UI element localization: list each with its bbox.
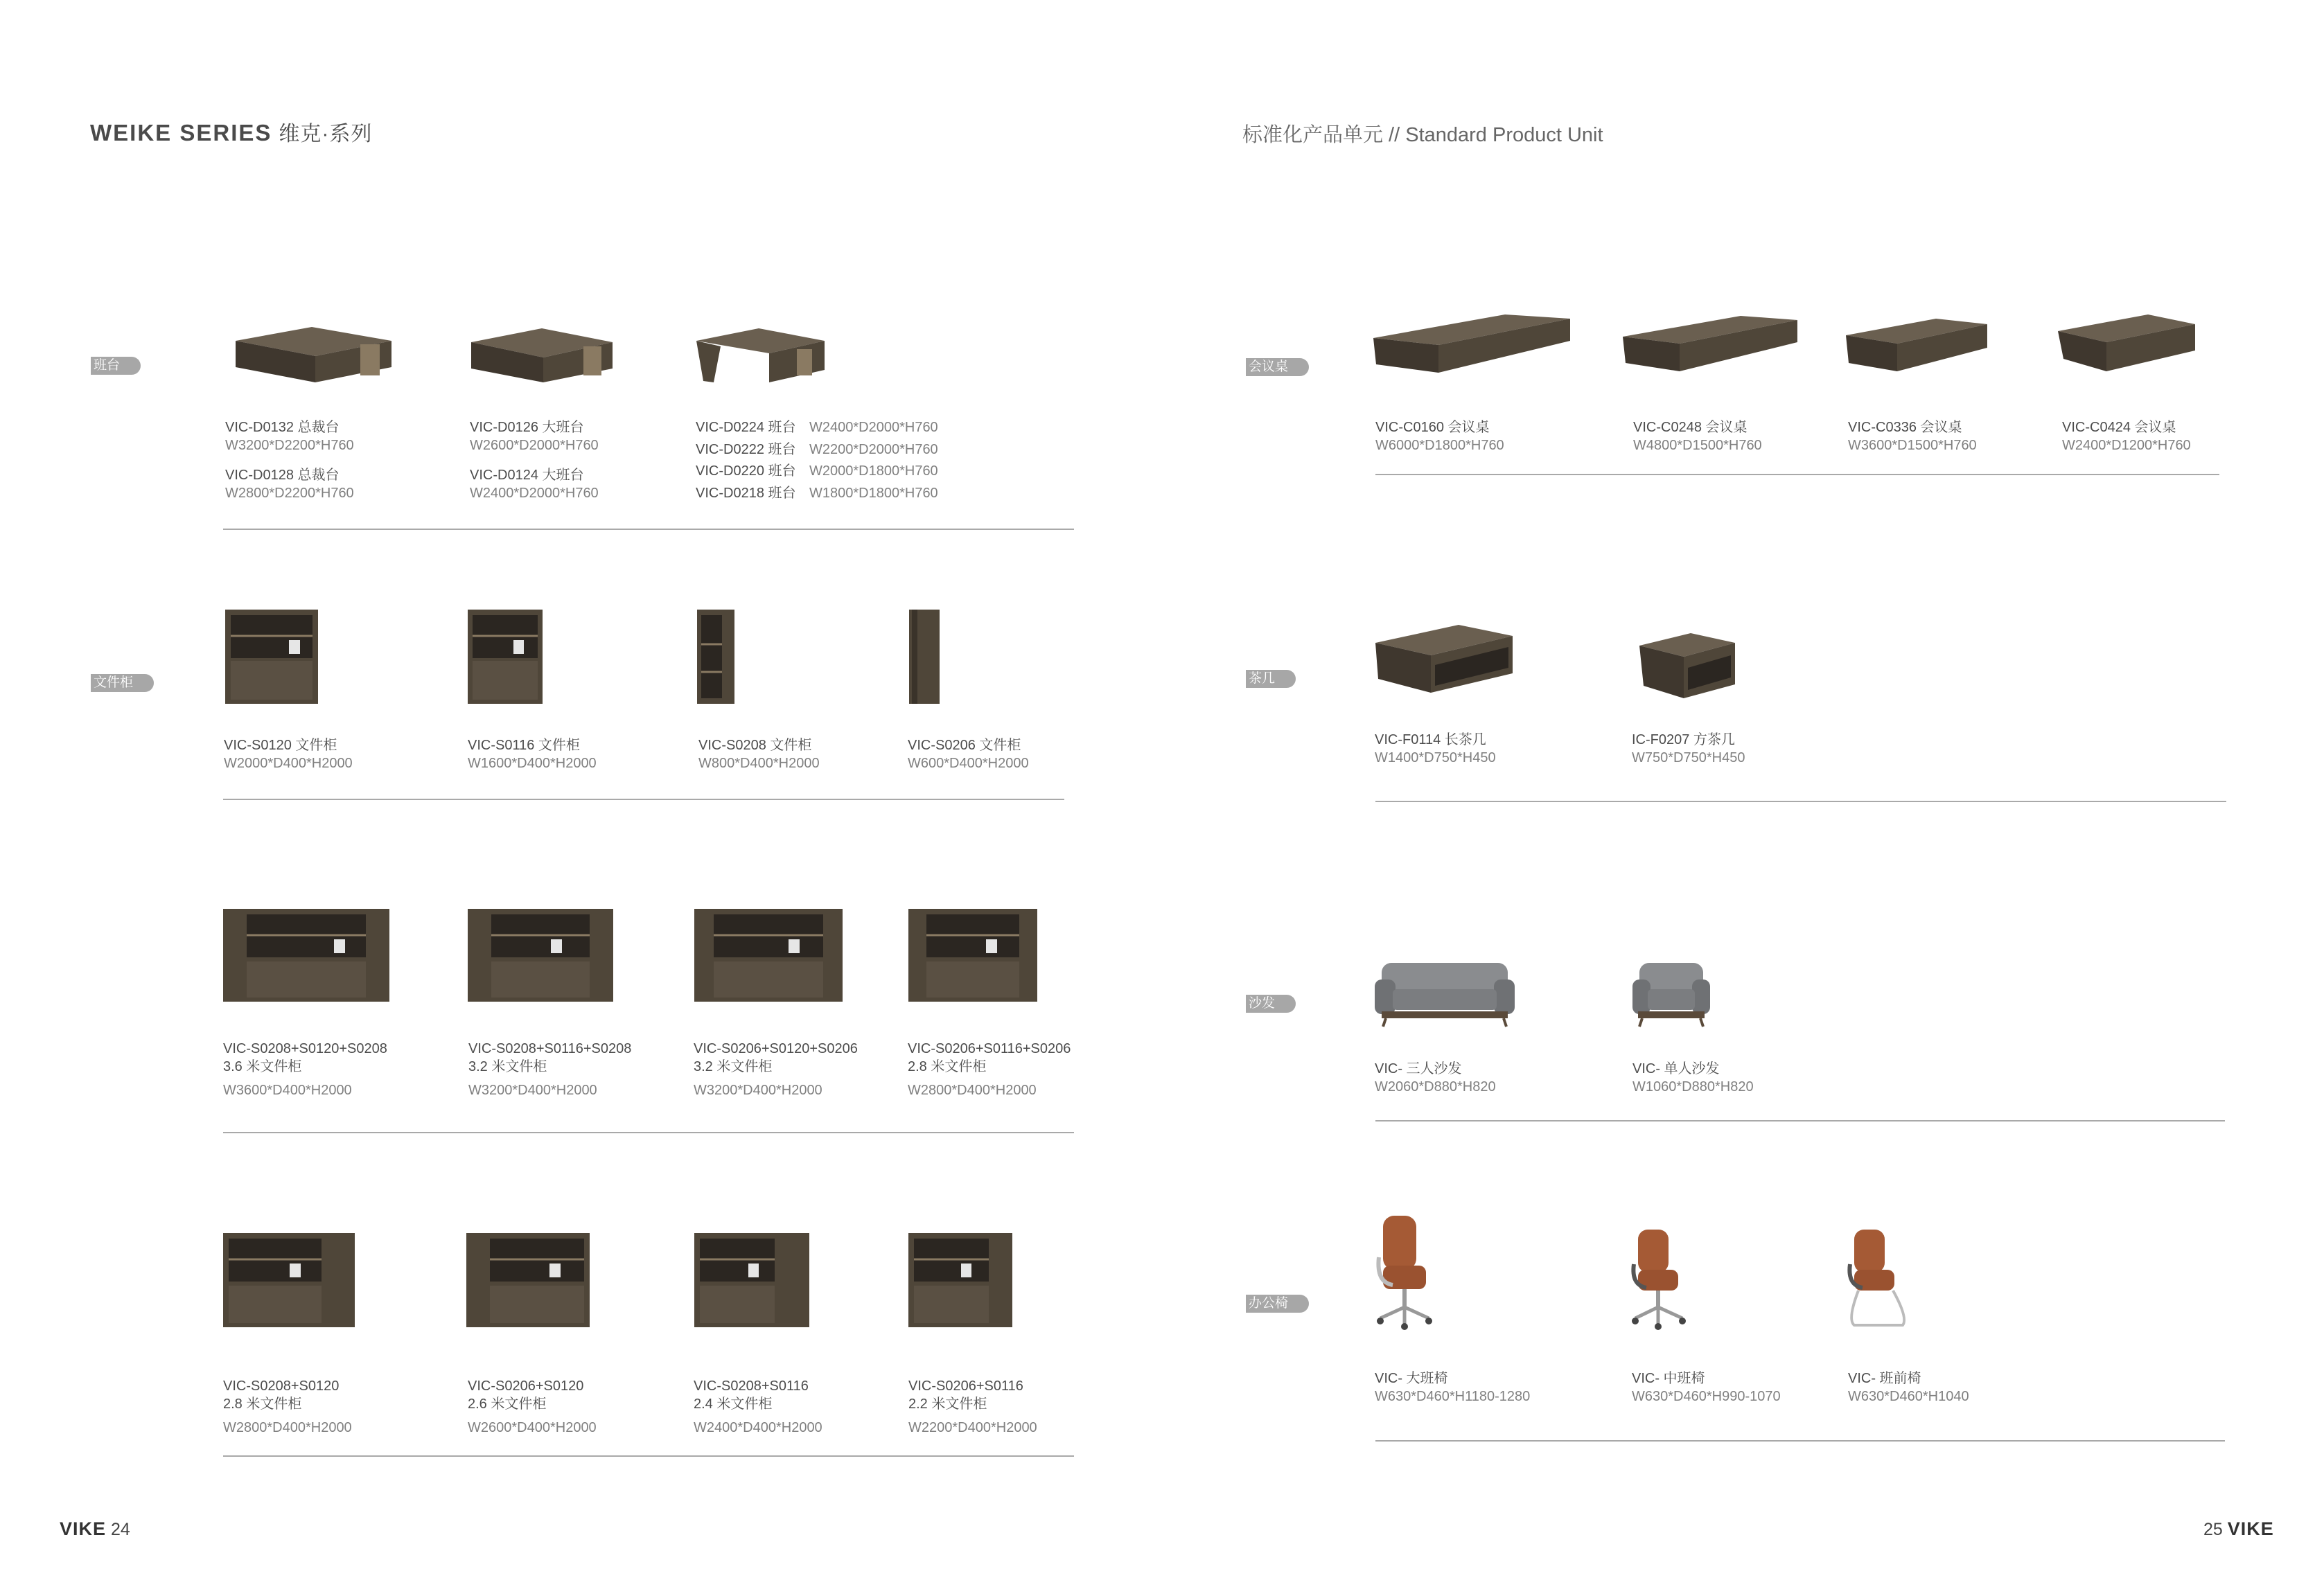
cabinet-combo-image [908,909,1037,1002]
cabinet-dim: W600*D400*H2000 [908,756,1029,771]
cabinet-dim: W1600*D400*H2000 [468,756,597,771]
section-divider [223,799,1064,800]
desk-image-d0132 [229,313,395,389]
chair-image [1373,1216,1443,1330]
tea-table-image [1639,632,1736,704]
cabinet-combo-image [694,909,843,1002]
desk-code: VIC-D0220 班台 [696,463,796,479]
meeting-table-image [2058,313,2197,382]
desk-code: VIC-D0128 总裁台 [225,468,340,483]
desk-dim: W3200*D2200*H760 [225,438,354,453]
cabinet-subtitle: 2.2 米文件柜 [908,1397,987,1412]
unit-title: 标准化产品单元 // Standard Product Unit [1242,124,1603,146]
chair-dim: W630*D460*H990-1070 [1632,1389,1781,1404]
cabinet-subtitle: 2.8 米文件柜 [908,1059,987,1074]
cabinet-dim: W2400*D400*H2000 [694,1420,822,1435]
sofa-image [1375,963,1515,1027]
category-tag-sofa: 沙发 [1246,995,1296,1013]
category-tag-chair: 办公椅 [1246,1295,1309,1313]
cabinet-combo-image [468,909,613,1002]
series-title-en: WEIKE SERIES [90,120,272,145]
desk-code: VIC-D0132 总裁台 [225,420,340,435]
cabinet-code: VIC-S0208 文件柜 [698,738,812,753]
desk-dim: W2800*D2200*H760 [225,486,354,501]
cabinet-image-s0120 [225,610,318,704]
cabinet-dim: W800*D400*H2000 [698,756,820,771]
desk-dim: W2400*D2000*H760 [809,420,938,435]
cabinet-image-s0208 [697,610,734,704]
chair-dim: W630*D460*H1180-1280 [1375,1389,1531,1404]
cabinet-combo-image [223,909,389,1002]
desk-dim: W2600*D2000*H760 [470,438,599,453]
cabinet-dim: W2200*D400*H2000 [908,1420,1037,1435]
cabinet-image-s0116 [468,610,543,704]
meeting-table-dim: W6000*D1800*H760 [1375,438,1504,453]
cabinet-dim: W2600*D400*H2000 [468,1420,597,1435]
meeting-table-image [1373,312,1572,381]
meeting-table-dim: W2400*D1200*H760 [2062,438,2191,453]
section-divider [1375,1440,2225,1442]
chair-code: VIC- 中班椅 [1632,1371,1705,1386]
category-tag-desk: 班台 [91,357,141,375]
cabinet-code: VIC-S0208+S0120 [223,1378,340,1394]
chair-image [1628,1230,1695,1330]
cabinet-combo-image [223,1233,355,1327]
tea-table-code: IC-F0207 方茶几 [1632,732,1735,747]
section-divider [223,1132,1074,1133]
desk-code: VIC-D0124 大班台 [470,468,584,483]
cabinet-code: VIC-S0206+S0116+S0206 [908,1041,1071,1056]
cabinet-dim: W2800*D400*H2000 [908,1083,1037,1098]
chair-image [1845,1230,1911,1330]
desk-dim: W2200*D2000*H760 [809,442,938,457]
desk-code: VIC-D0218 班台 [696,486,796,501]
meeting-table-code: VIC-C0160 会议桌 [1375,420,1490,435]
sofa-image [1632,963,1710,1027]
footer-brand-left: VIKE [60,1518,107,1539]
meeting-table-dim: W4800*D1500*H760 [1633,438,1762,453]
cabinet-dim: W2000*D400*H2000 [224,756,353,771]
cabinet-combo-image [694,1233,809,1327]
series-title-cn: 维克·系列 [279,123,373,145]
category-tag-meeting: 会议桌 [1246,358,1309,376]
cabinet-code: VIC-S0208+S0120+S0208 [223,1041,387,1056]
tea-table-dim: W750*D750*H450 [1632,750,1745,765]
meeting-table-image [1846,316,1989,382]
cabinet-code: VIC-S0120 文件柜 [224,738,337,753]
cabinet-combo-image [466,1233,590,1327]
desk-dim: W2000*D1800*H760 [809,463,938,479]
cabinet-code: VIC-S0206+S0116 [908,1378,1023,1394]
meeting-table-code: VIC-C0424 会议桌 [2062,420,2176,435]
desk-code: VIC-D0224 班台 [696,420,796,435]
desk-code: VIC-D0222 班台 [696,442,796,457]
tea-table-image [1375,623,1514,701]
footer-right [2203,1518,2274,1540]
section-divider [1375,1120,2225,1121]
series-title [90,116,372,147]
cabinet-subtitle: 2.6 米文件柜 [468,1397,547,1412]
cabinet-code: VIC-S0116 文件柜 [468,738,580,753]
cabinet-subtitle: 3.2 米文件柜 [694,1059,773,1074]
section-divider [1375,801,2226,802]
desk-image-d0224 [693,313,831,389]
cabinet-code: VIC-S0206+S0120+S0206 [694,1041,858,1056]
page-number-right: 25 [2203,1520,2223,1539]
cabinet-dim: W2800*D400*H2000 [223,1420,352,1435]
chair-dim: W630*D460*H1040 [1848,1389,1969,1404]
meeting-table-code: VIC-C0248 会议桌 [1633,420,1748,435]
desk-code: VIC-D0126 大班台 [470,420,584,435]
chair-code: VIC- 大班椅 [1375,1371,1448,1386]
desk-image-d0126 [466,313,618,389]
tea-table-dim: W1400*D750*H450 [1375,750,1496,765]
cabinet-code: VIC-S0206 文件柜 [908,738,1021,753]
meeting-table-image [1623,313,1799,382]
cabinet-image-s0206 [909,610,940,704]
footer-brand-right: VIKE [2227,1518,2274,1539]
cabinet-code: VIC-S0208+S0116 [694,1378,809,1394]
meeting-table-dim: W3600*D1500*H760 [1848,438,1977,453]
category-tag-cabinet: 文件柜 [91,674,154,692]
footer-left [60,1518,130,1540]
cabinet-dim: W3200*D400*H2000 [694,1083,822,1098]
section-divider [223,1455,1074,1457]
category-tag-tea: 茶几 [1246,670,1296,688]
section-divider [1375,474,2219,475]
cabinet-dim: W3200*D400*H2000 [468,1083,597,1098]
sofa-code: VIC- 三人沙发 [1375,1061,1462,1076]
sofa-code: VIC- 单人沙发 [1632,1061,1720,1076]
desk-dim: W2400*D2000*H760 [470,486,599,501]
sofa-dim: W2060*D880*H820 [1375,1079,1496,1094]
meeting-table-code: VIC-C0336 会议桌 [1848,420,1962,435]
cabinet-combo-image [908,1233,1012,1327]
cabinet-subtitle: 3.2 米文件柜 [468,1059,547,1074]
cabinet-subtitle: 2.8 米文件柜 [223,1397,302,1412]
page-number-left: 24 [110,1520,130,1539]
section-divider [223,529,1074,530]
cabinet-code: VIC-S0208+S0116+S0208 [468,1041,632,1056]
cabinet-subtitle: 2.4 米文件柜 [694,1397,773,1412]
desk-dim: W1800*D1800*H760 [809,486,938,501]
sofa-dim: W1060*D880*H820 [1632,1079,1754,1094]
cabinet-code: VIC-S0206+S0120 [468,1378,584,1394]
cabinet-subtitle: 3.6 米文件柜 [223,1059,302,1074]
tea-table-code: VIC-F0114 长茶几 [1375,732,1486,747]
cabinet-dim: W3600*D400*H2000 [223,1083,352,1098]
chair-code: VIC- 班前椅 [1848,1371,1921,1386]
